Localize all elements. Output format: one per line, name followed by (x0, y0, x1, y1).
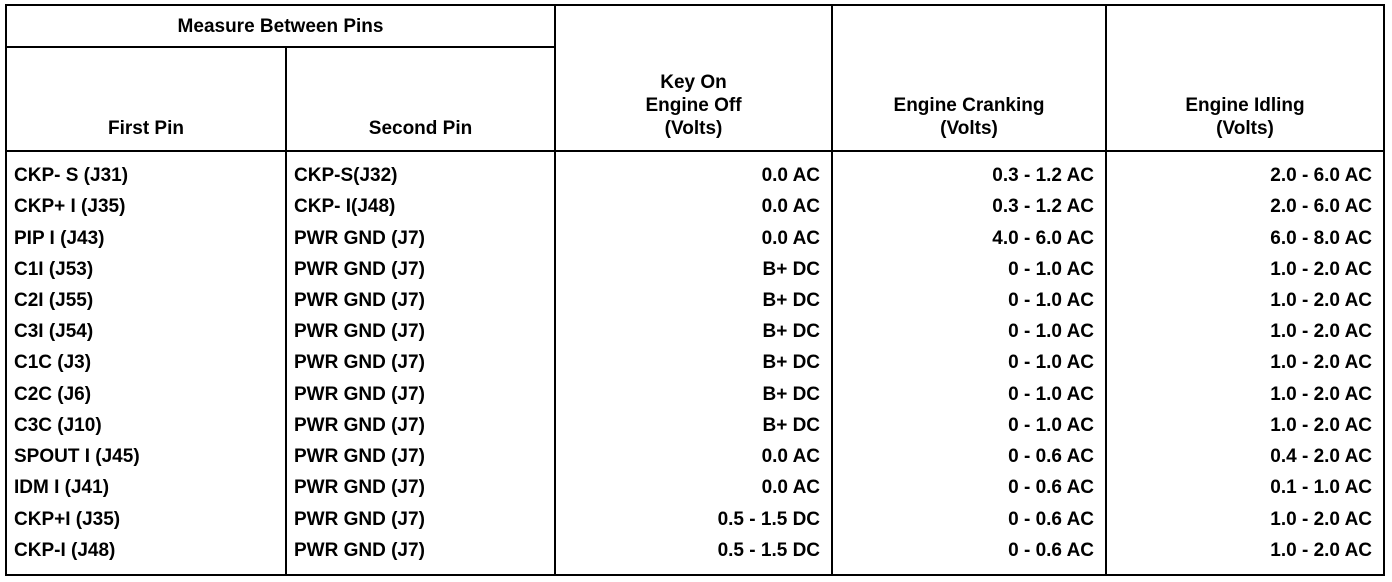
table-row (6, 223, 1384, 254)
key-on-value-cell: B+ DC (555, 410, 832, 441)
engine-idling-header (1106, 5, 1384, 151)
voltage-measurement-table (5, 4, 1385, 576)
table-row (6, 191, 1384, 222)
table-row (6, 472, 1384, 503)
volts-line: (Volts) (1216, 118, 1274, 139)
second-pin-cell: PWR GND (J7) (286, 223, 555, 254)
first-pin-cell: CKP- S (J31) (6, 151, 286, 191)
cranking-value-cell: 0 - 1.0 AC (832, 254, 1106, 285)
idling-value-cell: 0.4 - 2.0 AC (1106, 441, 1384, 472)
key-on-value-cell: 0.5 - 1.5 DC (555, 535, 832, 575)
first-pin-cell: C2C (J6) (6, 379, 286, 410)
first-pin-cell: CKP+ I (J35) (6, 191, 286, 222)
key-on-value-cell: B+ DC (555, 379, 832, 410)
volts-line: (Volts) (664, 118, 723, 139)
idling-value-cell: 0.1 - 1.0 AC (1106, 472, 1384, 503)
table-row (6, 316, 1384, 347)
second-pin-cell: PWR GND (J7) (286, 410, 555, 441)
key-on-engine-off-header (555, 5, 832, 151)
engine-cranking-line: Engine Cranking (893, 95, 1045, 116)
second-pin-cell: PWR GND (J7) (286, 347, 555, 378)
cranking-value-cell: 0.3 - 1.2 AC (832, 191, 1106, 222)
key-on-value-cell: 0.0 AC (555, 472, 832, 503)
second-pin-cell: PWR GND (J7) (286, 472, 555, 503)
cranking-value-cell: 0 - 1.0 AC (832, 410, 1106, 441)
first-pin-cell: C1C (J3) (6, 347, 286, 378)
first-pin-cell: C1I (J53) (6, 254, 286, 285)
second-pin-cell: CKP- I(J48) (286, 191, 555, 222)
table-body (6, 151, 1384, 575)
second-pin-header: Second Pin (286, 47, 555, 151)
measure-between-pins-header: Measure Between Pins (6, 5, 555, 47)
first-pin-cell: C2I (J55) (6, 285, 286, 316)
idling-value-cell: 1.0 - 2.0 AC (1106, 503, 1384, 534)
table-row (6, 151, 1384, 191)
key-on-value-cell: B+ DC (555, 347, 832, 378)
key-on-value-cell: 0.5 - 1.5 DC (555, 503, 832, 534)
key-on-value-cell: 0.0 AC (555, 191, 832, 222)
key-on-value-cell: B+ DC (555, 254, 832, 285)
idling-value-cell: 1.0 - 2.0 AC (1106, 379, 1384, 410)
cranking-value-cell: 4.0 - 6.0 AC (832, 223, 1106, 254)
key-on-value-cell: B+ DC (555, 285, 832, 316)
cranking-value-cell: 0 - 0.6 AC (832, 535, 1106, 575)
key-on-line: Key On (660, 72, 727, 93)
table-row (6, 535, 1384, 575)
first-pin-cell: PIP I (J43) (6, 223, 286, 254)
second-pin-cell: PWR GND (J7) (286, 254, 555, 285)
cranking-value-cell: 0 - 1.0 AC (832, 316, 1106, 347)
idling-value-cell: 1.0 - 2.0 AC (1106, 316, 1384, 347)
engine-off-line: Engine Off (645, 95, 742, 116)
key-on-value-cell: 0.0 AC (555, 441, 832, 472)
second-pin-cell: PWR GND (J7) (286, 379, 555, 410)
second-pin-cell: PWR GND (J7) (286, 285, 555, 316)
idling-value-cell: 6.0 - 8.0 AC (1106, 223, 1384, 254)
first-pin-header: First Pin (6, 47, 286, 151)
volts-line: (Volts) (940, 118, 998, 139)
first-pin-cell: C3C (J10) (6, 410, 286, 441)
table-wrapper (5, 4, 1383, 576)
second-pin-cell: PWR GND (J7) (286, 535, 555, 575)
idling-value-cell: 1.0 - 2.0 AC (1106, 410, 1384, 441)
second-pin-cell: CKP-S(J32) (286, 151, 555, 191)
second-pin-cell: PWR GND (J7) (286, 441, 555, 472)
idling-value-cell: 1.0 - 2.0 AC (1106, 347, 1384, 378)
first-pin-cell: SPOUT I (J45) (6, 441, 286, 472)
cranking-value-cell: 0 - 1.0 AC (832, 285, 1106, 316)
second-pin-cell: PWR GND (J7) (286, 316, 555, 347)
key-on-value-cell: 0.0 AC (555, 151, 832, 191)
table-row (6, 441, 1384, 472)
first-pin-cell: CKP-I (J48) (6, 535, 286, 575)
engine-idling-line: Engine Idling (1185, 95, 1305, 116)
table-row (6, 503, 1384, 534)
idling-value-cell: 1.0 - 2.0 AC (1106, 535, 1384, 575)
table-row (6, 379, 1384, 410)
table-row (6, 410, 1384, 441)
first-pin-cell: C3I (J54) (6, 316, 286, 347)
cranking-value-cell: 0 - 1.0 AC (832, 347, 1106, 378)
cranking-value-cell: 0 - 0.6 AC (832, 441, 1106, 472)
key-on-value-cell: B+ DC (555, 316, 832, 347)
first-pin-cell: IDM I (J41) (6, 472, 286, 503)
idling-value-cell: 1.0 - 2.0 AC (1106, 254, 1384, 285)
idling-value-cell: 1.0 - 2.0 AC (1106, 285, 1384, 316)
cranking-value-cell: 0 - 0.6 AC (832, 503, 1106, 534)
cranking-value-cell: 0.3 - 1.2 AC (832, 151, 1106, 191)
first-pin-cell: CKP+I (J35) (6, 503, 286, 534)
table-row (6, 254, 1384, 285)
second-pin-cell: PWR GND (J7) (286, 503, 555, 534)
table-row (6, 347, 1384, 378)
idling-value-cell: 2.0 - 6.0 AC (1106, 151, 1384, 191)
table-row (6, 285, 1384, 316)
idling-value-cell: 2.0 - 6.0 AC (1106, 191, 1384, 222)
key-on-value-cell: 0.0 AC (555, 223, 832, 254)
cranking-value-cell: 0 - 0.6 AC (832, 472, 1106, 503)
cranking-value-cell: 0 - 1.0 AC (832, 379, 1106, 410)
engine-cranking-header (832, 5, 1106, 151)
